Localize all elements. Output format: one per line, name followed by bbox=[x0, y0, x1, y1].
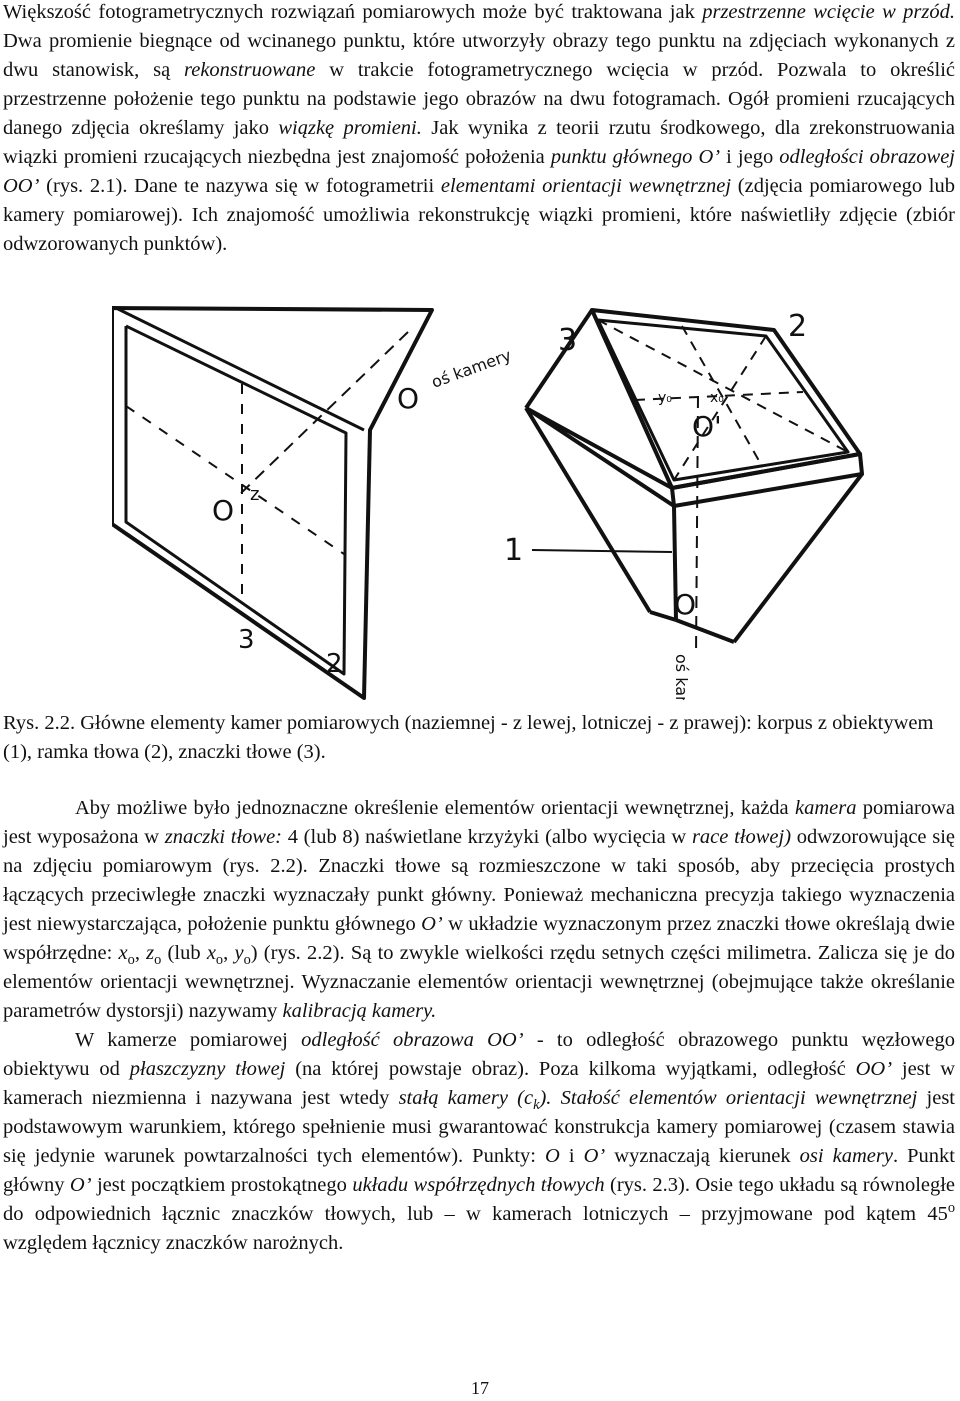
label-left-z: z bbox=[250, 484, 260, 505]
text-run: Większość fotogrametrycznych rozwiązań pomiarowych może być traktowana jak bbox=[3, 1, 703, 23]
text-run: przestrzenne wcięcie w przód. bbox=[702, 1, 955, 23]
text-run: o bbox=[154, 952, 162, 969]
label-left-2: 2 bbox=[326, 649, 343, 679]
text-run: o bbox=[215, 952, 224, 969]
label-left-3: 3 bbox=[238, 625, 255, 655]
text-run: Stałość elementów orientacji wewnętrznej bbox=[560, 1087, 918, 1109]
text-run: O’ bbox=[583, 1145, 606, 1167]
label-right-axis-top: oś kamery bbox=[428, 345, 514, 392]
text-run: z bbox=[146, 942, 155, 964]
text-run: W kamerze pomiarowej bbox=[75, 1029, 302, 1051]
text-run: jest podstawowym warunkiem, którego spełnienie musi gwarantować konstrukcja kamery pomiarowej (czasem stawia się jedynie warunek powtarzalności tych elementów). Punkty: bbox=[3, 1087, 955, 1167]
text-run: jest w kamerach niezmienna i nazywana jest wtedy bbox=[3, 1058, 955, 1109]
text-run: . Punkt główny bbox=[3, 1145, 955, 1196]
label-left-o-top: O bbox=[397, 382, 420, 415]
text-run: wyznaczają kierunek bbox=[605, 1145, 800, 1167]
label-right-o-prime: O' bbox=[692, 410, 722, 443]
text-run: , bbox=[134, 942, 147, 964]
text-run: y bbox=[234, 942, 244, 964]
paragraph-fiducial-marks-text bbox=[3, 797, 955, 1022]
text-run: x bbox=[206, 942, 216, 964]
text-run: O’ bbox=[421, 913, 443, 935]
paragraph-intro bbox=[3, 0, 955, 259]
text-run: jest początkiem prostokątnego bbox=[91, 1174, 353, 1196]
paragraph-camera-constant bbox=[3, 1026, 955, 1258]
text-run: odwzorowujące się na zdjęciu pomiarowym (rys. 2.2). Znaczki tłowe są rozmieszczone w taki sposób, aby przecięcia prostych łączących przeciwległe znaczki wyznaczały punkt główny. Ponieważ mechaniczna precyzja takiego wyznaczenia jest niewystarczająca, położenie punktu głównego bbox=[3, 826, 955, 935]
text-run: stałą kamery (c bbox=[398, 1087, 534, 1109]
text-run: płaszczyzny tłowej bbox=[129, 1058, 286, 1080]
text-run: x bbox=[118, 942, 128, 964]
text-run: i bbox=[559, 1145, 584, 1167]
text-run: punktu głównego O’ bbox=[550, 146, 721, 168]
page-number: 17 bbox=[471, 1378, 489, 1398]
text-run: w układzie wyznaczonym przez znaczki tłowe określają dwie współrzędne: bbox=[3, 913, 955, 964]
label-left-o-bottom: O bbox=[212, 494, 235, 527]
paragraph-fiducial-marks bbox=[3, 794, 955, 1026]
text-run: (na której powstaje obraz). Poza kilkoma wyjątkami, odległość bbox=[285, 1058, 856, 1080]
text-run: Aby możliwe było jednoznaczne określenie elementów orientacji wewnętrznej, każda bbox=[75, 797, 795, 819]
text-run: względem łącznicy znaczków narożnych. bbox=[3, 1232, 344, 1254]
text-run: w trakcie fotogrametrycznego wcięcia w przód. Pozwala to określić przestrzenne położenie tego punktu na podstawie jego obrazów na dwu fotogramach. Ogół promieni rzucających danego zdjęcia określamy jako bbox=[3, 59, 955, 139]
text-run: ) (rys. 2.2). Są to zwykle wielkości rzędu setnych części milimetra. Zalicza się je do elementów orientacji wewnętrznej. Wyznaczanie elementów orientacji wewnętrznej (obejmujące także określanie parametrów dystorsji) nazywamy bbox=[3, 942, 955, 1022]
text-run: znaczki tłowe: bbox=[164, 826, 283, 848]
text-run: o bbox=[127, 952, 135, 969]
label-right-axis-bottom: oś kamery bbox=[672, 654, 691, 700]
label-right-1: 1 bbox=[504, 533, 524, 568]
label-right-yo: y₀ bbox=[658, 390, 672, 406]
text-run: k bbox=[533, 1097, 540, 1114]
text-run: race tłowej) bbox=[691, 826, 792, 848]
text-run: , bbox=[223, 942, 235, 964]
text-run: rekonstruowane bbox=[184, 59, 316, 81]
label-right-xo: x₀ bbox=[710, 390, 724, 406]
text-run: elementami orientacji wewnętrznej bbox=[440, 175, 732, 197]
text-run: (zdjęcia pomiarowego lub kamery pomiarowej). Ich znajomość umożliwia rekonstrukcję wiązki promieni, które naświetliły zdjęcie (zbiór odwzorowanych punktów). bbox=[3, 175, 955, 255]
text-run: i jego bbox=[720, 146, 780, 168]
text-run: - to odległość obrazowego punktu węzłowego obiektywu od bbox=[3, 1029, 955, 1080]
text-run: kalibracją kamery. bbox=[282, 1000, 437, 1022]
label-right-2: 2 bbox=[788, 309, 808, 344]
text-run: o bbox=[947, 1200, 955, 1217]
text-run: 4 (lub 8) naświetlane krzyżyki (albo wycięcia w bbox=[282, 826, 692, 848]
text-run: układu współrzędnych tłowych bbox=[352, 1174, 605, 1196]
text-run: (rys. 2.1). Dane te nazywa się w fotogrametrii bbox=[39, 175, 441, 197]
text-run: wiązkę promieni. bbox=[278, 117, 422, 139]
text-run: kamera bbox=[794, 797, 857, 819]
figure-caption: Rys. 2.2. Główne elementy kamer pomiarowych (naziemnej - z lewej, lotniczej - z prawej): korpus z obiektywem (1), ramka tłowa (2), znaczki tłowe (3). bbox=[3, 712, 934, 763]
text-run: odległość obrazowa OO’ bbox=[301, 1029, 524, 1051]
label-right-o: O bbox=[674, 588, 697, 621]
figure-camera-elements bbox=[112, 296, 958, 700]
text-run: Dwa promienie biegnące od wcinanego punktu, które utworzyły obrazy tego punktu na zdjęciach wykonanych z dwu stanowisk, są bbox=[3, 30, 955, 81]
text-run: odległości obrazowej OO’ bbox=[3, 146, 955, 197]
text-run: pomiarowa jest wyposażona w bbox=[3, 797, 955, 848]
text-run: OO’ bbox=[855, 1058, 893, 1080]
text-run: (rys. 2.3). Osie tego układu są równoległe do odpowiednich łącznic znaczków tłowych, lub – w kamerach lotniczych – przyjmowane pod kątem 45 bbox=[3, 1174, 956, 1225]
camera-drawing bbox=[112, 296, 958, 700]
text-run: O’ bbox=[69, 1174, 92, 1196]
text-run: ). bbox=[539, 1087, 552, 1109]
paragraph-camera-constant-text bbox=[3, 1029, 955, 1254]
body-text bbox=[3, 794, 955, 1258]
label-right-3: 3 bbox=[558, 323, 578, 358]
text-run: (lub bbox=[161, 942, 207, 964]
left-terrestrial-camera bbox=[112, 308, 432, 698]
text-run: osi kamery bbox=[799, 1145, 893, 1167]
text-run: O bbox=[545, 1145, 560, 1167]
text-run: o bbox=[243, 952, 251, 969]
text-run: Jak wynika z teorii rzutu środkowego, dla zrekonstruowania wiązki promieni rzucających niezbędna jest znajomość położenia bbox=[3, 117, 955, 168]
text-run bbox=[551, 1087, 560, 1109]
